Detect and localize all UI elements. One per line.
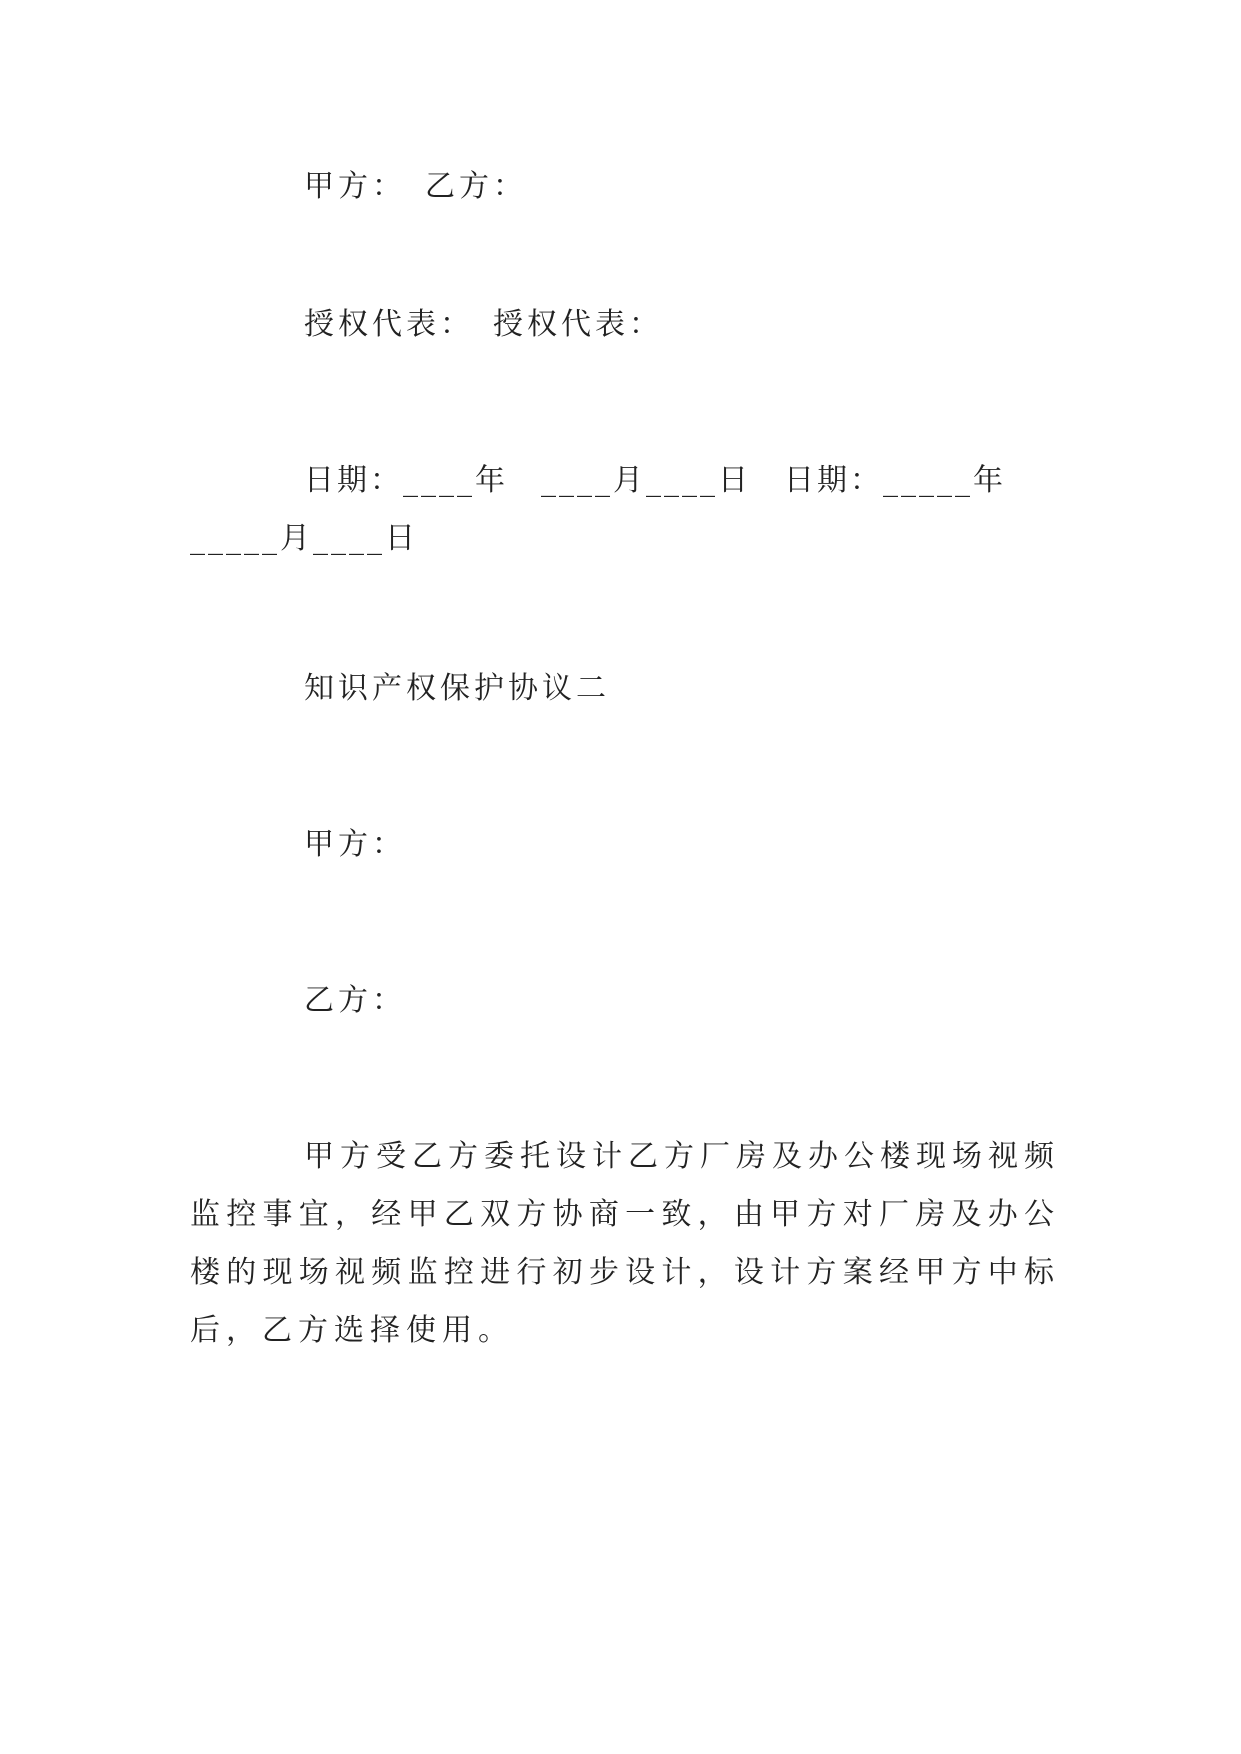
agreement-title: 知识产权保护协议二 (304, 671, 610, 706)
representatives-line: 授权代表： 授权代表： (304, 307, 663, 342)
party-a-label: 甲方： (304, 827, 406, 862)
agreement-body-paragraph: 甲方受乙方委托设计乙方厂房及办公楼现场视频监控事宜，经甲乙双方协商一致，由甲方对厂房及办公楼的现场视频监控进行初步设计，设计方案经甲方中标后，乙方选择使用。 (190, 1139, 1060, 1348)
party-b-label: 乙方： (304, 983, 406, 1018)
date-line: 日期：____年 ____月____日 日期：_____年_____月____日 (190, 463, 1006, 556)
parties-line: 甲方： 乙方： (304, 169, 527, 204)
